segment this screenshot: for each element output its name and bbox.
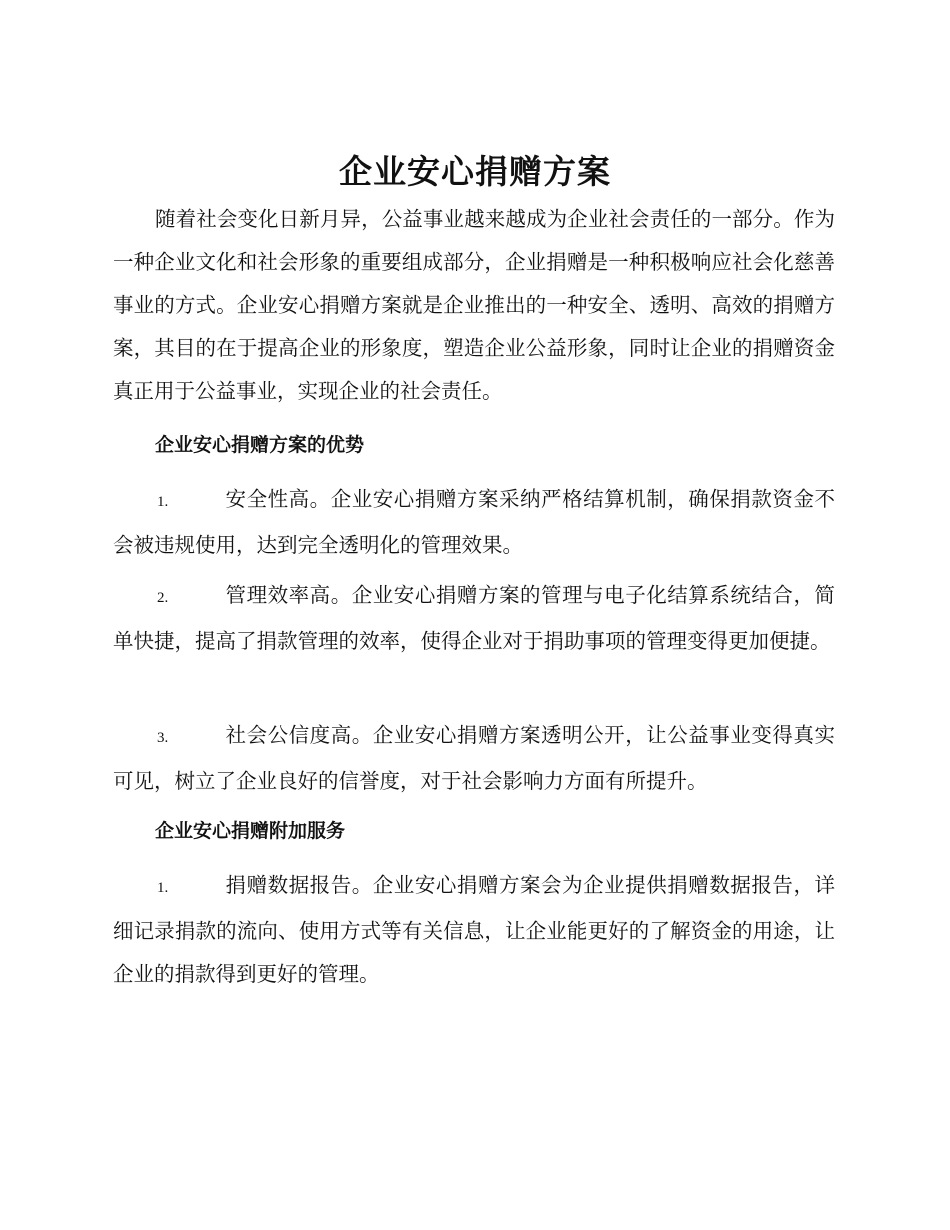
list-item (113, 478, 835, 567)
list-item-text: 管理效率高。企业安心捐赠方案的管理与电子化结算系统结合，简单快捷，提高了捐款管理的效率，使得企业对于捐助事项的管理变得更加便捷。 (113, 583, 835, 653)
section-heading-advantages: 企业安心捐赠方案的优势 (155, 434, 365, 456)
section-heading-services: 企业安心捐赠附加服务 (155, 820, 346, 842)
intro-paragraph: 随着社会变化日新月异，公益事业越来越成为企业社会责任的一部分。作为一种企业文化和社会形象的重要组成部分，企业捐赠是一种积极响应社会化慈善事业的方式。企业安心捐赠方案就是企业推出的一种安全、透明、高效的捐赠方案，其目的在于提高企业的形象度，塑造企业公益形象，同时让企业的捐赠资金真正用于公益事业，实现企业的社会责任。 (113, 207, 835, 403)
list-item-text: 安全性高。企业安心捐赠方案采纳严格结算机制，确保捐款资金不会被违规使用，达到完全透明化的管理效果。 (113, 487, 835, 557)
list-number: 1. (157, 494, 169, 510)
list-item (113, 864, 835, 996)
list-item (113, 574, 835, 663)
list-number: 3. (157, 730, 169, 746)
list-item-text: 捐赠数据报告。企业安心捐赠方案会为企业提供捐赠数据报告，详细记录捐款的流向、使用方式等有关信息，让企业能更好的了解资金的用途，让企业的捐款得到更好的管理。 (113, 873, 835, 986)
list-item (113, 714, 835, 803)
list-number: 1. (157, 880, 169, 896)
list-item-text: 社会公信度高。企业安心捐赠方案透明公开，让公益事业变得真实可见，树立了企业良好的信誉度，对于社会影响力方面有所提升。 (113, 723, 835, 793)
list-number: 2. (157, 590, 169, 606)
document-title: 企业安心捐赠方案 (339, 152, 611, 191)
